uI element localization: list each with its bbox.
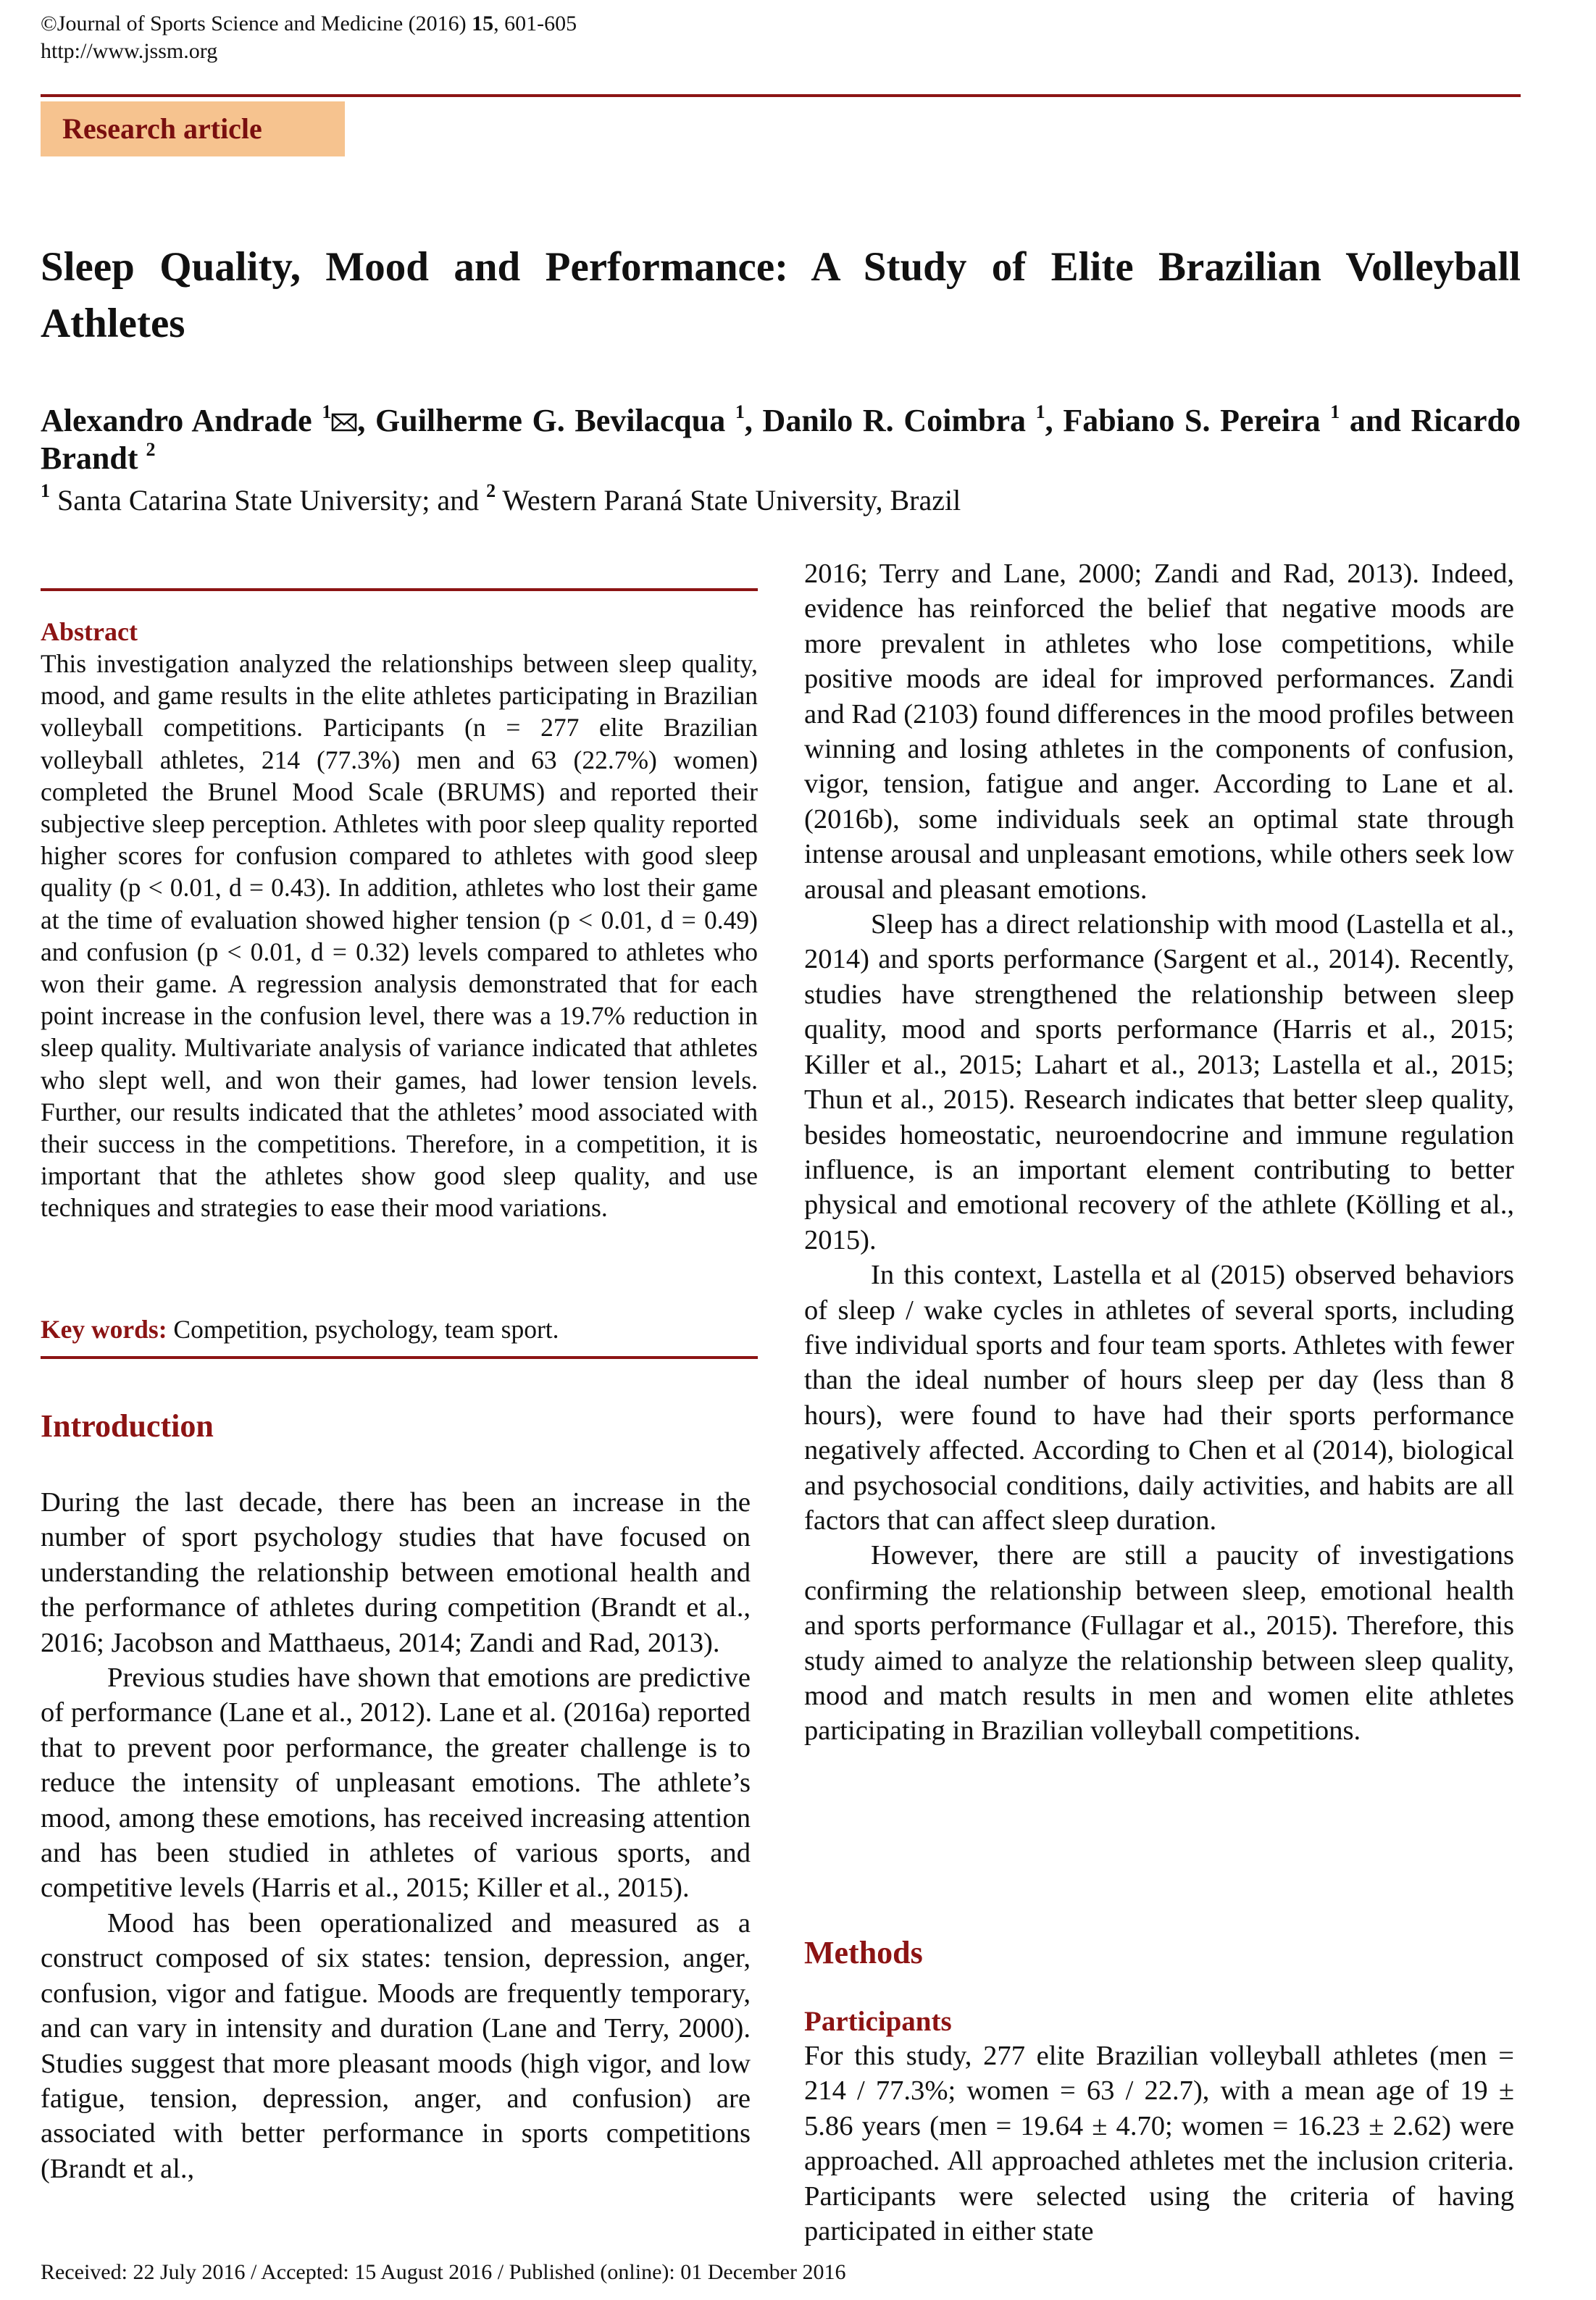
introduction-body xyxy=(41,1485,751,2186)
paragraph: Sleep has a direct relationship with mood (Lastella et al., 2014) and sports performance (Sargent et al., 2014). Recently, studies have strengthened the relationship between sleep quality, mood and sports performance (Harris et al., 2015; Killer et al., 2015; Lahart et al., 2013; Lastella et al., 2015; Thun et al., 2015). Research indicates that better sleep quality, besides homeostatic, neuroendocrine and immune regulation influence, is an important element contributing to better physical and emotional recovery of the athlete (Kölling et al., 2015). xyxy=(804,909,1514,1255)
envelope-icon[interactable] xyxy=(331,412,357,432)
article-type-badge: Research article xyxy=(41,101,345,156)
abstract-bottom-rule xyxy=(41,1356,758,1359)
abstract-heading: Abstract xyxy=(41,617,138,646)
keywords: Key words: Competition, psychology, team sport. xyxy=(41,1315,559,1344)
author: Guilherme G. Bevilacqua xyxy=(375,403,735,438)
introduction-heading: Introduction xyxy=(41,1408,214,1444)
journal-header xyxy=(41,10,577,65)
author-list: Alexandro Andrade $^1$ , Guilherme G. Bevilacqua $^1$, Danilo R. Coimbra $^1$, Fabiano S. Pereira $^1$ and Ricardo Brandt $^2$ xyxy=(41,401,1521,476)
paragraph: 2016; Terry and Lane, 2000; Zandi and Rad, 2013). Indeed, evidence has reinforced the belief that negative moods are more prevalent in athletes who lose competitions, while positive moods are ideal for improved performances. Zandi and Rad (2103) found differences in the mood profiles between winning and losing athletes in the components of confusion, vigor, tension, fatigue and anger. According to Lane et al. (2016b), some individuals seek an optimal state through intense arousal and unpleasant emotions, while others seek low arousal and pleasant emotions. xyxy=(804,559,1514,905)
right-column-body xyxy=(804,556,1514,1749)
journal-url[interactable]: http://www.jssm.org xyxy=(41,39,218,63)
paragraph: For this study, 277 elite Brazilian volleyball athletes (men = 214 / 77.3%; women = 63 / 22.7), with a mean age of 19 ± 5.86 years (men = 19.64 ± 4.70; women = 16.23 ± 2.62) were approached. All approached athletes met the inclusion criteria. Participants were selected using the criteria of having participated in either state xyxy=(804,2041,1514,2247)
participants-body xyxy=(804,2038,1514,2249)
paragraph: In this context, Lastella et al (2015) observed behaviors of sleep / wake cycles in athletes of several sports, including five individual sports and four team sports. Athletes with fewer than the ideal number of hours sleep per day (less than 8 hours), were found to have had their sports performance negatively affected. According to Chen et al (2014), biological and psychosocial conditions, daily activities, and habits are all factors that can affect sleep duration. xyxy=(804,1260,1514,1536)
author: Fabiano S. Pereira xyxy=(1063,403,1331,438)
header-rule xyxy=(41,94,1521,97)
participants-heading: Participants xyxy=(804,2006,952,2037)
journal-citation: ©Journal of Sports Science and Medicine (2016) 15, 601-605 xyxy=(41,12,577,35)
article-title: Sleep Quality, Mood and Performance: A Study of Elite Brazilian Volleyball Athletes xyxy=(41,244,1521,346)
paragraph: Mood has been operationalized and measured as a construct composed of six states: tension, depression, anger, confusion, vigor and fatigue. Moods are frequently temporary, and can vary in intensity and duration (Lane and Terry, 2000). Studies suggest that more pleasant moods (high vigor, and low fatigue, tension, depression, anger, and confusion) are associated with better performance in sports competitions (Brandt et al., xyxy=(41,1907,751,2184)
paragraph: During the last decade, there has been an increase in the number of sport psychology studies that have focused on understanding the relationship between emotional health and the performance of athletes during competition (Brandt et al., 2016; Jacobson and Matthaeus, 2014; Zandi and Rad, 2013). xyxy=(41,1487,751,1658)
paragraph: However, there are still a paucity of investigations confirming the relationship between sleep, emotional health and sports performance (Fullagar et al., 2015). Therefore, this study aimed to analyze the relationship between sleep quality, mood and match results in men and women elite athletes participating in Brazilian volleyball competitions. xyxy=(804,1540,1514,1747)
methods-heading: Methods xyxy=(804,1935,923,1970)
author: Alexandro Andrade xyxy=(41,403,322,438)
abstract-text: This investigation analyzed the relationships between sleep quality, mood, and game results in the elite athletes participating in Brazilian volleyball competitions. Participants (n = 277 elite Brazilian volleyball athletes, 214 (77.3%) men and 63 (22.7%) women) completed the Brunel Mood Scale (BRUMS) and reported their subjective sleep perception. Athletes with poor sleep quality reported higher scores for confusion compared to athletes with good sleep quality (p < 0.01, d = 0.43). In addition, athletes who lost their game at the time of evaluation showed higher tension (p < 0.01, d = 0.49) and confusion (p < 0.01, d = 0.32) levels compared to athletes who won their game. A regression analysis demonstrated that for each point increase in the confusion level, there was a 19.7% reduction in sleep quality. Multivariate analysis of variance indicated that athletes who slept well, and won their games, had lower tension levels. Further, our results indicated that the athletes’ mood associated with their success in the competitions. Therefore, in a competition, it is important that the athletes show good sleep quality, and use techniques and strategies to ease their mood variations. xyxy=(41,649,758,1223)
author: Ricardo Brandt xyxy=(41,403,1521,476)
publication-dates: Received: 22 July 2016 / Accepted: 15 August 2016 / Published (online): 01 December 2016 xyxy=(41,2260,846,2284)
volume-number: 15 xyxy=(472,12,494,35)
affiliations: $^1$ Santa Catarina State University; and $^2$ Western Paraná State University, Brazil xyxy=(41,480,961,517)
paragraph: Previous studies have shown that emotions are predictive of performance (Lane et al., 2012). Lane et al. (2016a) reported that to prevent poor performance, the greater challenge is to reduce the intensity of unpleasant emotions. The athlete’s mood, among these emotions, has received increasing attention and has been studied in athletes of various sports, and competitive levels (Harris et al., 2015; Killer et al., 2015). xyxy=(41,1663,751,1904)
author: Danilo R. Coimbra xyxy=(762,403,1036,438)
abstract-top-rule xyxy=(41,588,758,591)
